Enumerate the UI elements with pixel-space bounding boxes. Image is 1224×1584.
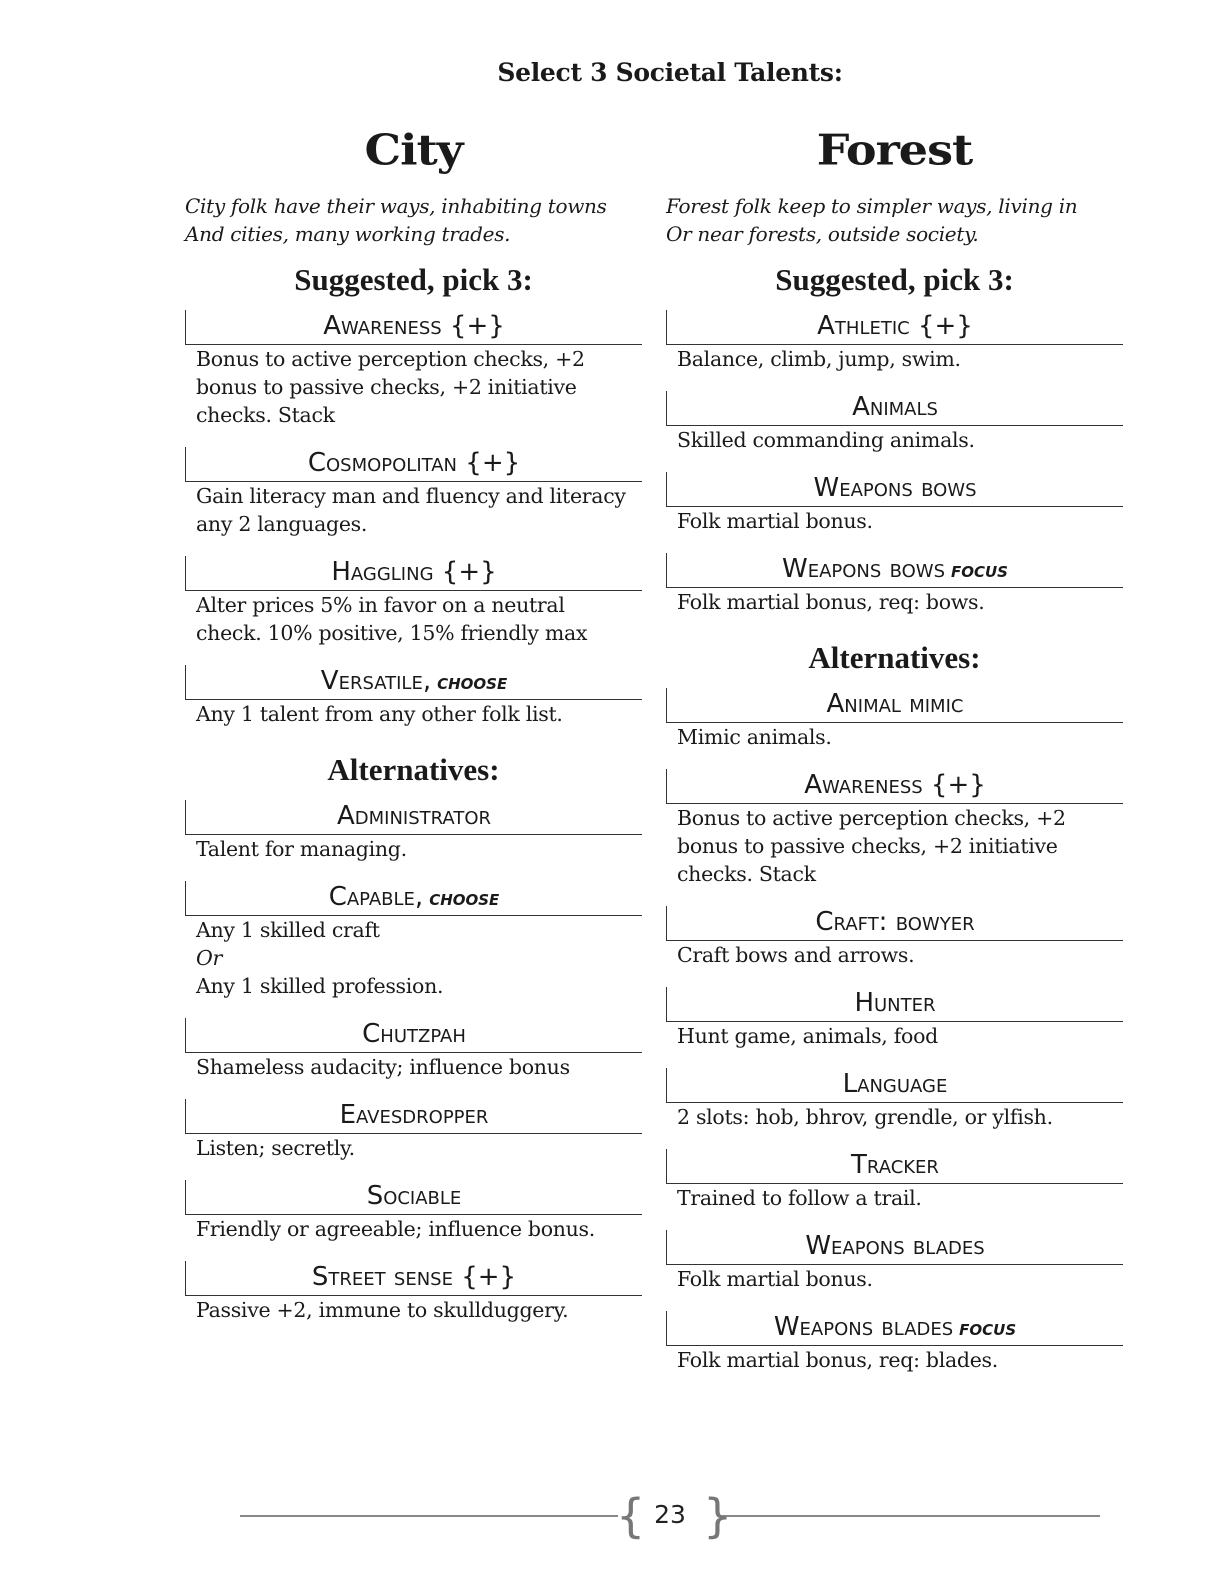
talent-entry xyxy=(666,391,1123,454)
city-description xyxy=(185,192,642,248)
talent-description xyxy=(185,916,642,1000)
talent-name xyxy=(666,1230,1123,1265)
talent-name xyxy=(666,688,1123,723)
talent-name-text: Awareness {+} xyxy=(804,770,986,800)
talent-name-text: Administrator xyxy=(336,801,492,831)
talent-name-text: Craft: bowyer xyxy=(815,907,975,937)
talent-entry xyxy=(185,1018,642,1081)
talent-name xyxy=(666,391,1123,426)
talent-entry xyxy=(666,1068,1123,1131)
forest-alternatives-heading: Alternatives: xyxy=(808,640,981,675)
city-description-line: And cities, many working trades. xyxy=(185,222,511,246)
footer-divider xyxy=(240,1515,618,1517)
city-column xyxy=(185,122,642,1342)
talent-entry xyxy=(185,447,642,538)
talent-name xyxy=(185,447,642,482)
talent-entry xyxy=(666,688,1123,751)
footer-divider xyxy=(720,1515,1100,1517)
talent-qualifier: choose xyxy=(429,886,500,911)
talent-description-line: Alter prices 5% in favor on a neutral xyxy=(196,593,565,617)
talent-entry xyxy=(666,310,1123,373)
talent-description xyxy=(185,1296,642,1324)
talent-entry xyxy=(185,1180,642,1243)
talent-description xyxy=(666,1346,1123,1374)
talent-name xyxy=(185,1261,642,1296)
talent-name xyxy=(185,556,642,591)
talent-description-line: Any 1 skilled profession. xyxy=(196,974,444,998)
talent-description-line: Any 1 talent from any other folk list. xyxy=(196,702,563,726)
talent-entry xyxy=(666,987,1123,1050)
talent-name-text: Weapons bows xyxy=(813,473,977,503)
city-suggested-list xyxy=(185,310,642,728)
talent-description-line: Bonus to active perception checks, +2 xyxy=(677,806,1066,830)
talent-description-line: bonus to passive checks, +2 initiative xyxy=(196,375,577,399)
talent-description-line: check. 10% positive, 15% friendly max xyxy=(196,621,588,645)
talent-name xyxy=(185,1180,642,1215)
talent-description-line: checks. Stack xyxy=(677,862,816,886)
forest-suggested-heading: Suggested, pick 3: xyxy=(775,262,1014,297)
talent-name xyxy=(666,987,1123,1022)
forest-description-line: Forest folk keep to simpler ways, living in xyxy=(666,194,1078,218)
talent-name xyxy=(185,1099,642,1134)
talent-name-text: Cosmopolitan {+} xyxy=(307,448,521,478)
talent-description-line: Bonus to active perception checks, +2 xyxy=(196,347,585,371)
talent-description-line: Or xyxy=(196,946,223,970)
city-suggested-heading: Suggested, pick 3: xyxy=(294,262,533,297)
talent-name-text: Chutzpah xyxy=(362,1019,466,1049)
talent-entry xyxy=(185,556,642,647)
talent-description-line: Shameless audacity; influence bonus xyxy=(196,1055,570,1079)
left-brace-ornament: { xyxy=(616,1489,646,1543)
talent-name xyxy=(666,769,1123,804)
talent-description-line: Craft bows and arrows. xyxy=(677,943,915,967)
talent-description-line: Balance, climb, jump, swim. xyxy=(677,347,961,371)
talent-name-text: Eavesdropper xyxy=(339,1100,489,1130)
talent-description xyxy=(185,835,642,863)
talent-description xyxy=(666,1265,1123,1293)
talent-name xyxy=(185,881,642,916)
talent-description xyxy=(666,1184,1123,1212)
talent-description xyxy=(185,1215,642,1243)
talent-description-line: Trained to follow a trail. xyxy=(677,1186,922,1210)
talent-name xyxy=(666,906,1123,941)
forest-heading: Forest xyxy=(816,125,973,175)
talent-description xyxy=(666,507,1123,535)
talent-description xyxy=(185,1053,642,1081)
talent-entry xyxy=(666,472,1123,535)
talent-entry xyxy=(666,906,1123,969)
forest-suggested-list xyxy=(666,310,1123,616)
talent-entry xyxy=(666,1311,1123,1374)
talent-name xyxy=(666,472,1123,507)
talent-description xyxy=(185,482,642,538)
city-heading: City xyxy=(364,125,463,175)
talent-name xyxy=(185,665,642,700)
talent-name-text: Sociable xyxy=(366,1181,462,1211)
talent-entry xyxy=(666,553,1123,616)
talent-description-line: Folk martial bonus, req: bows. xyxy=(677,590,985,614)
talent-name xyxy=(185,310,642,345)
talent-description xyxy=(185,1134,642,1162)
talent-name xyxy=(666,1311,1123,1346)
talent-description-line: 2 slots: hob, bhrov, grendle, or ylfish. xyxy=(677,1105,1053,1129)
talent-name-text: Weapons blades xyxy=(805,1231,985,1261)
talent-description xyxy=(185,591,642,647)
talent-name xyxy=(666,1068,1123,1103)
talent-entry xyxy=(185,1261,642,1324)
talent-description-line: Mimic animals. xyxy=(677,725,832,749)
talent-name-text: Awareness {+} xyxy=(323,311,505,341)
page-number: 23 xyxy=(654,1500,686,1529)
talent-name-text: Weapons bows xyxy=(782,554,945,584)
talent-description-line: checks. Stack xyxy=(196,403,335,427)
talent-entry xyxy=(185,665,642,728)
talent-name-text: Weapons blades xyxy=(773,1312,954,1342)
talent-name-text: Athletic {+} xyxy=(817,311,973,341)
talent-description xyxy=(666,1103,1123,1131)
talent-description-line: Any 1 skilled craft xyxy=(196,918,380,942)
talent-description xyxy=(666,723,1123,751)
forest-description-line: Or near forests, outside society. xyxy=(666,222,979,246)
talent-description-line: Talent for managing. xyxy=(196,837,407,861)
talent-name xyxy=(185,800,642,835)
talent-entry xyxy=(185,881,642,1000)
talent-description-line: Listen; secretly. xyxy=(196,1136,355,1160)
talent-name xyxy=(666,553,1123,588)
talent-qualifier: focus xyxy=(959,1316,1017,1341)
talent-name-text: Hunter xyxy=(854,988,936,1018)
talent-description-line: Gain literacy man and fluency and literacy xyxy=(196,484,626,508)
talent-description-line: any 2 languages. xyxy=(196,512,368,536)
talent-name-text: Haggling {+} xyxy=(331,557,497,587)
talent-description xyxy=(666,345,1123,373)
talent-entry xyxy=(185,1099,642,1162)
talent-description-line: Passive +2, immune to skullduggery. xyxy=(196,1298,569,1322)
talent-description-line: Skilled commanding animals. xyxy=(677,428,975,452)
talent-entry xyxy=(666,1230,1123,1293)
talent-name xyxy=(185,1018,642,1053)
talent-description-line: Friendly or agreeable; influence bonus. xyxy=(196,1217,595,1241)
talent-name xyxy=(666,310,1123,345)
talent-name-text: Versatile, xyxy=(320,666,432,696)
talent-description-line: Folk martial bonus. xyxy=(677,509,873,533)
talent-description-line: Hunt game, animals, food xyxy=(677,1024,938,1048)
city-alternatives-heading: Alternatives: xyxy=(327,752,500,787)
talent-description-line: Folk martial bonus. xyxy=(677,1267,873,1291)
forest-column xyxy=(666,122,1123,1392)
talent-name xyxy=(666,1149,1123,1184)
talent-entry xyxy=(185,800,642,863)
city-alternatives-list xyxy=(185,800,642,1324)
talent-entry xyxy=(666,769,1123,888)
talent-name-text: Animal mimic xyxy=(826,689,964,719)
talent-description-line: Folk martial bonus, req: blades. xyxy=(677,1348,998,1372)
talent-description xyxy=(666,426,1123,454)
forest-description xyxy=(666,192,1123,248)
page-title: Select 3 Societal Talents: xyxy=(497,58,843,87)
city-description-line: City folk have their ways, inhabiting towns xyxy=(185,194,607,218)
talent-name-text: Tracker xyxy=(851,1150,939,1180)
talent-name-text: Language xyxy=(842,1069,948,1099)
talent-description-line: bonus to passive checks, +2 initiative xyxy=(677,834,1058,858)
right-brace-ornament: } xyxy=(703,1489,733,1543)
forest-alternatives-list xyxy=(666,688,1123,1374)
talent-description xyxy=(666,588,1123,616)
talent-description xyxy=(666,1022,1123,1050)
talent-name-text: Street sense {+} xyxy=(311,1262,517,1292)
talent-description xyxy=(185,700,642,728)
talent-description xyxy=(666,941,1123,969)
talent-entry xyxy=(666,1149,1123,1212)
talent-name-text: Animals xyxy=(852,392,938,422)
talent-qualifier: choose xyxy=(437,670,508,695)
talent-description xyxy=(666,804,1123,888)
talent-name-text: Capable, xyxy=(328,882,424,912)
talent-entry xyxy=(185,310,642,429)
talent-description xyxy=(185,345,642,429)
talent-qualifier: focus xyxy=(951,558,1008,583)
